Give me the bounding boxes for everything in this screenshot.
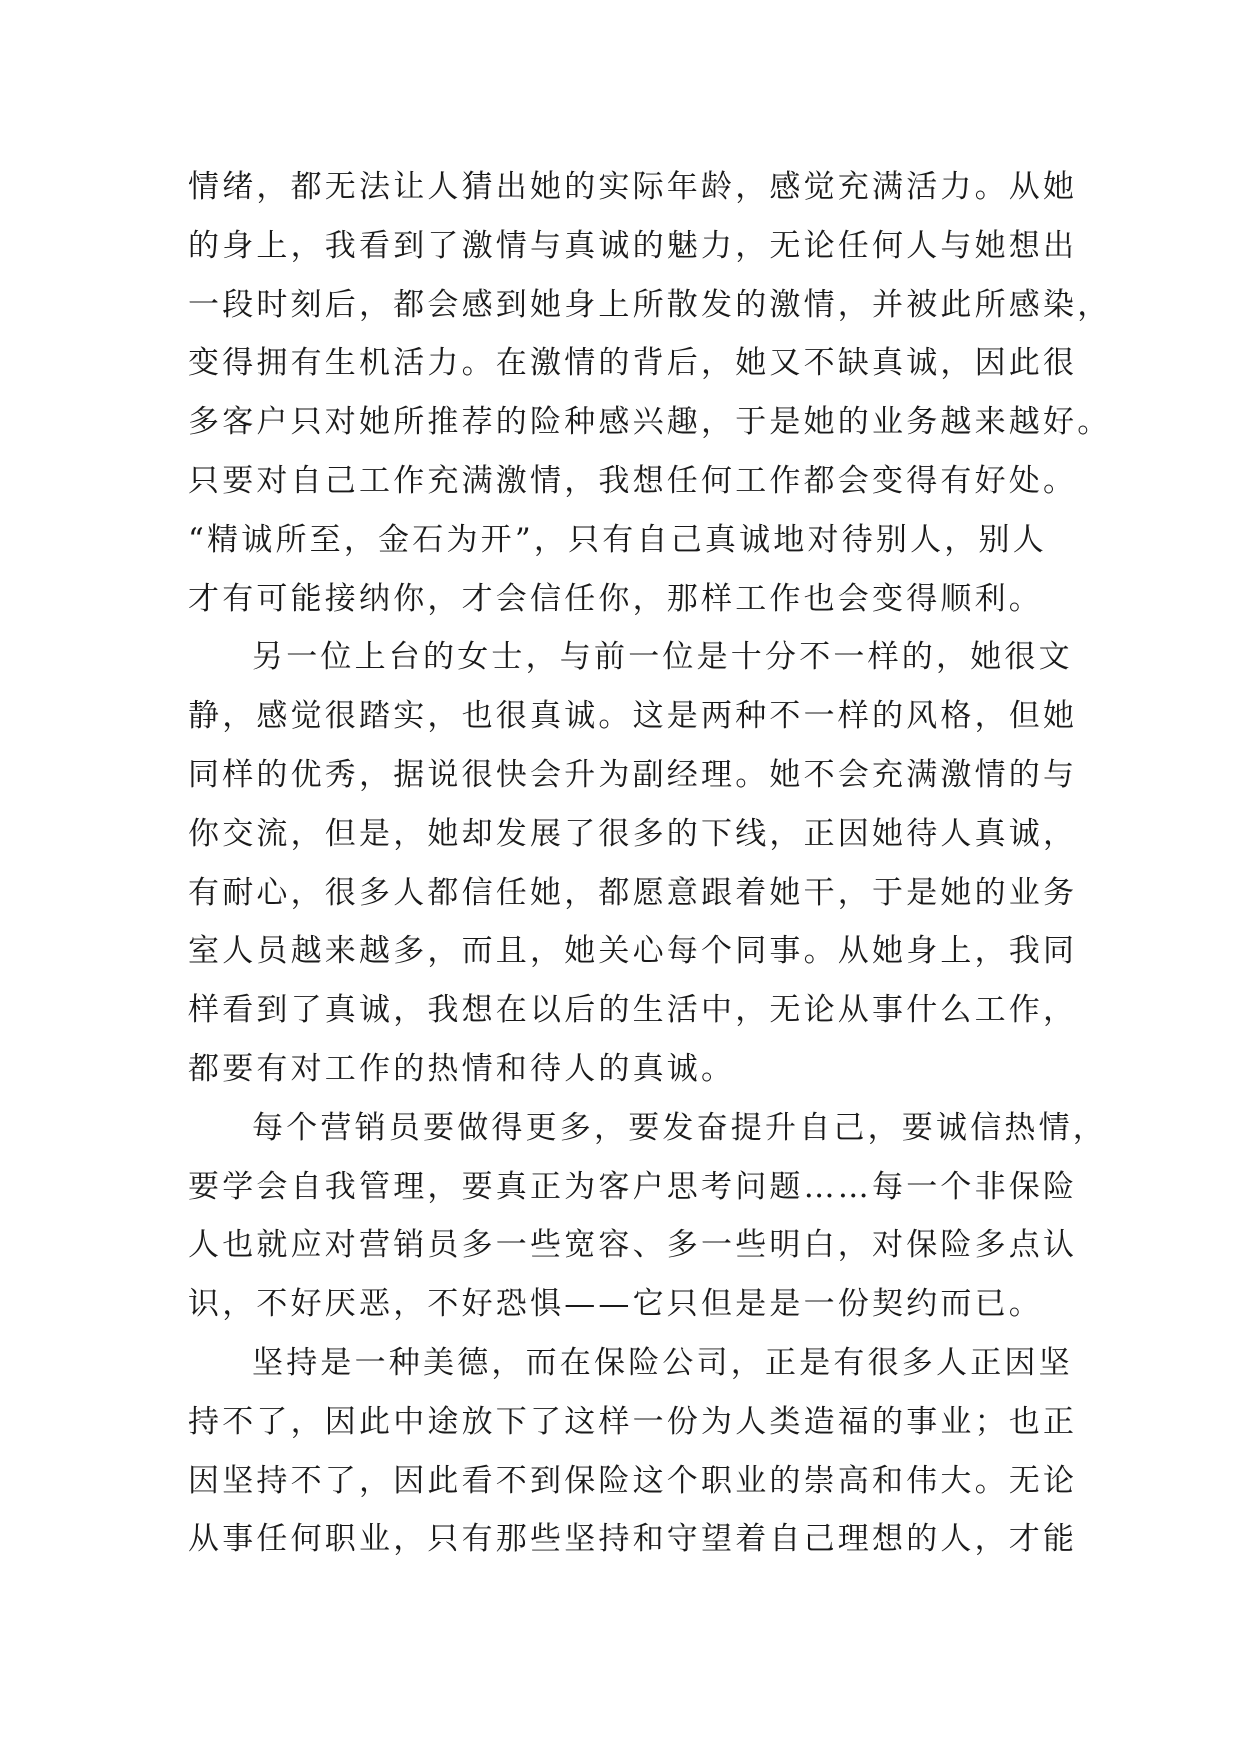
text-line: 才有可能接纳你，才会信任你，那样工作也会变得顺利。 [188, 580, 1043, 617]
paragraph-first-line: 另一位上台的女士，与前一位是十分不一样的，她很文 [252, 639, 1073, 676]
text-line: 持不了，因此中途放下了这样一份为人类造福的事业；也正 [188, 1403, 1078, 1440]
text-line: 静，感觉很踏实，也很真诚。这是两种不一样的风格，但她 [188, 698, 1078, 735]
text-line: 同样的优秀，据说很快会升为副经理。她不会充满激情的与 [188, 756, 1078, 793]
text-line: 从事任何职业，只有那些坚持和守望着自己理想的人，才能 [188, 1521, 1078, 1558]
text-line: 识，不好厌恶，不好恐惧——它只但是是一份契约而已。 [188, 1286, 1043, 1323]
text-line: 情绪，都无法让人猜出她的实际年龄，感觉充满活力。从她 [188, 169, 1078, 205]
text-line: 样看到了真诚，我想在以后的生活中，无论从事什么工作， [188, 992, 1078, 1029]
text-line: 室人员越来越多，而且，她关心每个同事。从她身上，我同 [188, 933, 1078, 970]
text-line: 只要对自己工作充满激情，我想任何工作都会变得有好处。 [188, 462, 1078, 499]
document-body [188, 158, 1112, 1569]
text-line: 一段时刻后，都会感到她身上所散发的激情，并被此所感染， [188, 286, 1112, 323]
text-line: 变得拥有生机活力。在激情的背后，她又不缺真诚，因此很 [188, 345, 1078, 382]
text-line: 你交流，但是，她却发展了很多的下线，正因她待人真诚， [188, 815, 1078, 852]
text-line: 有耐心，很多人都信任她，都愿意跟着她干，于是她的业务 [188, 874, 1078, 911]
paragraph-first-line: 坚持是一种美德，而在保险公司，正是有很多人正因坚 [252, 1344, 1073, 1381]
text-line: 因坚持不了，因此看不到保险这个职业的崇高和伟大。无论 [188, 1462, 1078, 1499]
paragraph-first-line: 每个营销员要做得更多，要发奋提升自己，要诚信热情， [252, 1109, 1107, 1146]
text-line: 人也就应对营销员多一些宽容、多一些明白，对保险多点认 [188, 1227, 1078, 1264]
text-line: “精诚所至，金石为开”，只有自己真诚地对待别人，别人 [188, 521, 1047, 558]
text-line: 的身上，我看到了激情与真诚的魅力，无论任何人与她想出 [188, 227, 1078, 264]
text-line: 都要有对工作的热情和待人的真诚。 [188, 1050, 736, 1087]
text-line: 要学会自我管理，要真正为客户思考问题……每一个非保险 [188, 1168, 1078, 1205]
text-line: 多客户只对她所推荐的险种感兴趣，于是她的业务越来越好。 [188, 404, 1112, 441]
